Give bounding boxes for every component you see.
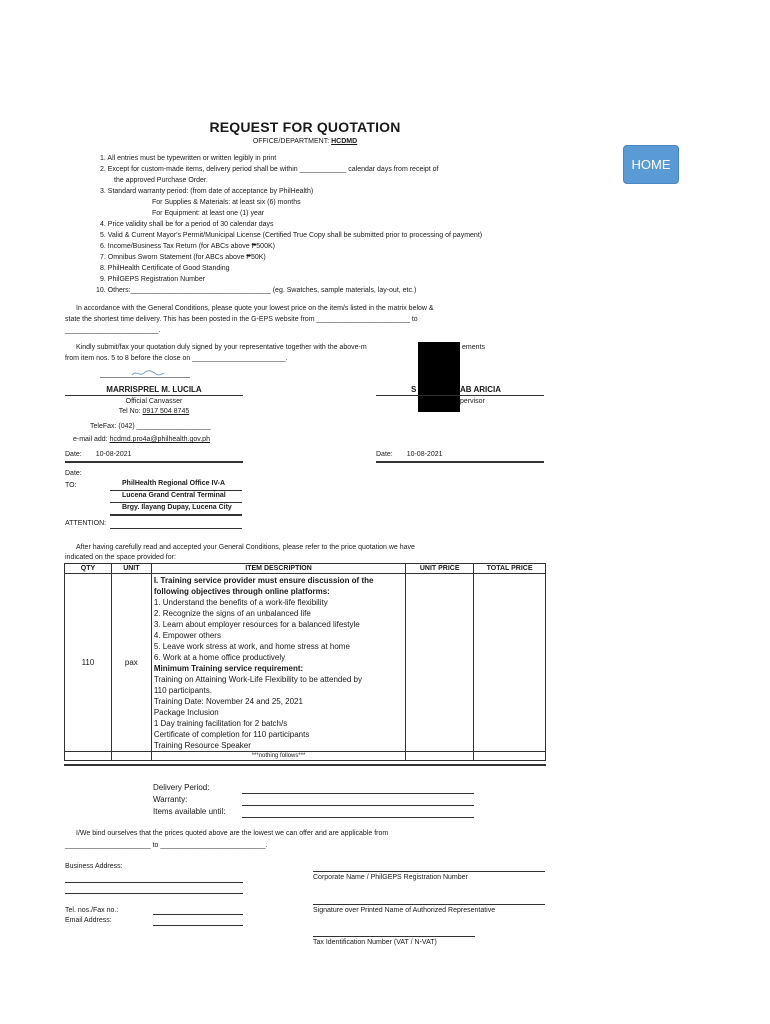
- requirement-item: 5. Valid & Current Mayor's Permit/Municipal License (Certified True Copy shall be submitted prior to processing of payment): [100, 232, 483, 239]
- date-label: Date:: [65, 451, 82, 458]
- corporate-name-line: [313, 871, 545, 872]
- cell-unit-price: [406, 574, 474, 752]
- canvasser-date-rule: [65, 461, 243, 463]
- tin-label: Tax Identification Number (VAT / N-VAT): [313, 939, 437, 946]
- tel-label: Tel No:: [118, 408, 141, 415]
- quote-intro-line2: indicated on the space provided for:: [65, 554, 176, 561]
- header-qty: QTY: [65, 564, 112, 574]
- business-address-line2: [65, 893, 243, 894]
- delivery-period-line: [242, 793, 474, 794]
- canvasser-date: [65, 450, 132, 459]
- description-line: 110 participants.: [153, 686, 212, 695]
- kindly-submit-line2: from item nos. 5 to 8 before the close on ________________________.: [65, 355, 288, 362]
- requirement-item: 7. Omnibus Sworn Statement (for ABCs above ₱50K): [100, 254, 266, 261]
- requirement-item: 1. All entries must be typewritten or written legibly in print: [100, 155, 277, 162]
- quotation-table: [64, 563, 546, 761]
- warranty-line: [242, 805, 474, 806]
- description-line: 3. Learn about employer resources for a balanced lifestyle: [153, 620, 360, 629]
- general-conditions-line3: ________________________.: [65, 327, 161, 334]
- tel-fax-label: Tel. nos./Fax no.:: [65, 907, 119, 914]
- requirement-item: 4. Price validity shall be for a period of 30 calendar days: [100, 221, 274, 228]
- table-row: [65, 752, 546, 761]
- description-bold-line: I. Training service provider must ensure discussion of the: [153, 576, 374, 585]
- email-address-line: [153, 925, 243, 926]
- business-address-label: Business Address:: [65, 863, 123, 870]
- description-line: Training Resource Speaker: [153, 741, 251, 750]
- description-line: 1. Understand the benefits of a work-life flexibility: [153, 598, 328, 607]
- warranty-label: Warranty:: [153, 795, 188, 804]
- description-line: Package Inclusion: [153, 708, 219, 717]
- minimum-requirement-label: Minimum Training service requirement:: [153, 664, 304, 673]
- cell-unit: pax: [111, 574, 151, 752]
- header-item-description: ITEM DESCRIPTION: [151, 564, 405, 574]
- date-value: 10-08-2021: [95, 451, 132, 458]
- description-line: 2. Recognize the signs of an unbalanced life: [153, 609, 311, 618]
- supervisor-name-end: AB ARICIA: [460, 385, 502, 394]
- email-label: e-mail add:: [73, 436, 108, 443]
- requirement-item: 10. Others:____________________________________ (eg. Swatches, sample materials, lay-out, etc.): [96, 287, 417, 294]
- cell-qty: 110: [65, 574, 112, 752]
- kindly-submit-line1-end: ements: [462, 344, 485, 351]
- cell-description: [151, 574, 405, 752]
- canvasser-telefax: TeleFax: (042) ___________________: [90, 423, 211, 430]
- canvasser-role: Official Canvasser: [125, 398, 183, 405]
- date-value: 10-08-2021: [406, 451, 443, 458]
- requirement-item: For Supplies & Materials: at least six (6) months: [152, 199, 301, 206]
- addressee-line-3: Brgy. Ilayang Dupay, Lucena City: [110, 502, 242, 516]
- items-available-label: Items available until:: [153, 807, 226, 816]
- quote-intro-line1: After having carefully read and accepted your General Conditions, please refer to the price quotation we have: [76, 544, 415, 551]
- business-address-line1: [65, 882, 243, 883]
- canvasser-tel: [65, 407, 243, 416]
- supervisor-name-start: S: [411, 385, 417, 394]
- email-link[interactable]: hcdmd.pro4a@philhealth.gov.ph: [109, 436, 210, 443]
- date-label: Date:: [376, 451, 393, 458]
- general-conditions-line1: In accordance with the General Conditions, please quote your lowest price on the item/s listed in the matrix below &: [76, 305, 434, 312]
- items-available-line: [242, 817, 474, 818]
- requirement-item: For Equipment: at least one (1) year: [152, 210, 265, 217]
- bind-line1: I/We bind ourselves that the prices quoted above are the lowest we can offer and are applicable from: [76, 830, 389, 837]
- supervisor-date-rule: [376, 461, 544, 463]
- cell-empty: [65, 752, 112, 761]
- requirement-item: 6. Income/Business Tax Return (for ABCs above ₱500K): [100, 243, 275, 250]
- signature-line: [313, 904, 545, 905]
- addressee-line-1: PhilHealth Regional Office IV-A: [110, 478, 242, 491]
- requirements-list: [96, 153, 560, 296]
- supervisor-signature-line: [376, 395, 544, 396]
- addressee-date-label: Date:: [65, 470, 82, 477]
- requirement-item: 3. Standard warranty period: (from date of acceptance by PhilHealth): [100, 188, 314, 195]
- description-line: Training on Attaining Work-Life Flexibility to be attended by: [153, 675, 362, 684]
- supervisor-date: [376, 450, 443, 459]
- description-line: Certificate of completion for 110 participants: [153, 730, 310, 739]
- description-line: 4. Empower others: [153, 631, 221, 640]
- description-bold-line: following objectives through online platforms:: [153, 587, 330, 596]
- office-label: OFFICE/DEPARTMENT:: [252, 138, 330, 145]
- description-line: Training Date: November 24 and 25, 2021: [153, 697, 303, 706]
- kindly-submit-line1: Kindly submit/fax your quotation duly signed by your representative together with the above-m: [76, 344, 367, 351]
- addressee-to-label: TO:: [65, 482, 77, 489]
- requirement-item: 2. Except for custom-made items, delivery period shall be within ____________ calendar days from receipt of: [100, 166, 439, 173]
- delivery-period-label: Delivery Period:: [153, 783, 210, 792]
- signature-label: Signature over Printed Name of Authorized Representative: [313, 907, 496, 914]
- header-unit: UNIT: [111, 564, 151, 574]
- table-header-row: [65, 564, 546, 574]
- table-row: [65, 574, 546, 752]
- attention-line: [110, 528, 242, 529]
- addressee-line-2: Lucena Grand Central Terminal: [110, 490, 242, 503]
- description-line: 6. Work at a home office productively: [153, 653, 286, 662]
- document-title: REQUEST FOR QUOTATION: [209, 119, 401, 135]
- supervisor-role: pervisor: [460, 398, 485, 405]
- canvasser-name: MARRISPREL M. LUCILA: [106, 385, 202, 394]
- general-conditions-line2: state the shortest time delivery. This has been posted in the G-EPS website from ________________________ to: [65, 316, 418, 323]
- nothing-follows: ***nothing follows***: [151, 752, 405, 761]
- requirement-item: 9. PhilGEPS Registration Number: [100, 276, 206, 283]
- canvasser-email: [73, 435, 210, 444]
- cell-empty: [406, 752, 474, 761]
- signature-underline: [100, 377, 190, 378]
- tin-line: [313, 936, 475, 937]
- cell-empty: [474, 752, 546, 761]
- header-total-price: TOTAL PRICE: [474, 564, 546, 574]
- description-line: 1 Day training facilitation for 2 batch/s: [153, 719, 288, 728]
- attention-label: ATTENTION:: [65, 520, 107, 527]
- bind-line2: ______________________ to ___________________________.: [65, 842, 268, 849]
- requirement-item: 8. PhilHealth Certificate of Good Standing: [100, 265, 230, 272]
- header-unit-price: UNIT PRICE: [406, 564, 474, 574]
- canvasser-signature-line: [65, 395, 243, 396]
- cell-empty: [111, 752, 151, 761]
- tel-value: 0917 504 8745: [142, 408, 190, 415]
- email-address-label: Email Address:: [65, 917, 112, 924]
- office-value: HCDMD: [331, 138, 358, 145]
- requirement-item: the approved Purchase Order.: [114, 177, 208, 184]
- table-bottom-rule: [64, 764, 546, 766]
- corporate-name-label: Corporate Name / PhilGEPS Registration Number: [313, 874, 468, 881]
- description-line: 5. Leave work stress at work, and home stress at home: [153, 642, 350, 651]
- office-line: [0, 137, 610, 146]
- redacted-block: [418, 342, 460, 412]
- tel-fax-line: [153, 914, 243, 915]
- cell-total-price: [474, 574, 546, 752]
- home-button[interactable]: HOME: [623, 145, 679, 184]
